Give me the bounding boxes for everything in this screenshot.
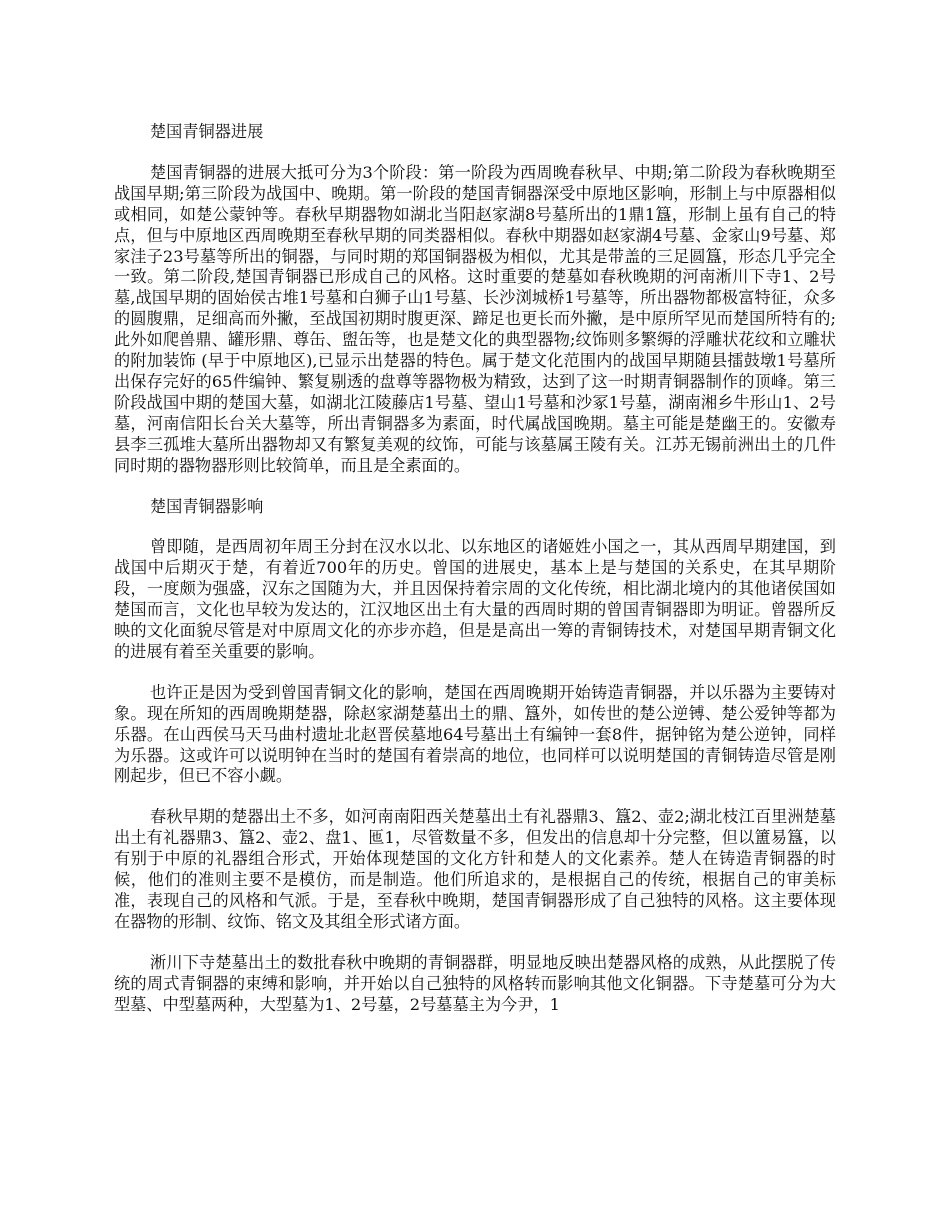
spacer	[114, 663, 836, 683]
paragraph-development: 楚国青铜器的进展大抵可分为3个阶段：第一阶段为西周晚春秋早、中期;第二阶段为春秋晚期至战国早期;第三阶段为战国中、晚期。第一阶段的楚国青铜器深受中原地区影响，形制上与中原器相似或相同，如楚公蒙钟等。春秋早期器物如湖北当阳赵家湖8号墓所出的1鼎1簋，形制上虽有自己的特点，但与中原地区西周晚期至春秋早期的同类器相似。春秋中期器如赵家湖4号墓、金家山9号墓、郑家洼子23号墓等所出的铜器，与同时期的郑国铜器极为相似，尤其是带盖的三足圆簋，形态几乎完全一致。第二阶段,楚国青铜器已形成自己的风格。这时重要的楚墓如春秋晚期的河南淅川下寺1、2号墓,战国早期的固始侯古堆1号墓和白狮子山1号墓、长沙浏城桥1号墓等，所出器物都极富特征，众多的圆腹鼎，足细高而外撇，至战国初期时腹更深、蹄足也更长而外撇，是中原所罕见而楚国所特有的;此外如爬兽鼎、罐形鼎、尊缶、盥缶等，也是楚文化的典型器物;纹饰则多繁缛的浮雕状花纹和立雕状的附加装饰 (早于中原地区),已显示出楚器的特色。属于楚文化范围内的战国早期随县擂鼓墩1号墓所出保存完好的65件编钟、繁复剔透的盘尊等器物极为精致，达到了这一时期青铜器制作的顶峰。第三阶段战国中期的楚国大墓，如湖北江陵藤店1号墓、望山1号墓和沙冢1号墓，湖南湘乡牛形山1、2号墓，河南信阳长台关大墓等，所出青铜器多为素面，时代属战国晚期。墓主可能是楚幽王的。安徽寿县李三孤堆大墓所出器物却又有繁复美观的纹饰，可能与该墓属王陵有关。江苏无锡前洲出土的几件同时期的器物器形则比较简单，而且是全素面的。	[114, 162, 836, 475]
paragraph-musical-instruments: 也许正是因为受到曾国青铜文化的影响，楚国在西周晚期开始铸造青铜器，并以乐器为主要铸对象。现在所知的西周晚期楚器，除赵家湖楚墓出土的鼎、簋外，如传世的楚公逆镈、楚公爱钟等都为乐器。在山西侯马天马曲村遗址北赵晋侯墓地64号墓出土有编钟一套8件，据钟铭为楚公逆钟，同样为乐器。这或许可以说明钟在当时的楚国有着崇高的地位，也同样可以说明楚国的青铜铸造尽管是刚刚起步，但已不容小觑。	[114, 682, 836, 786]
spacer	[114, 517, 836, 537]
section-title-influence: 楚国青铜器影响	[150, 496, 264, 516]
spacer	[114, 143, 836, 163]
paragraph-zeng-state: 曾即随，是西周初年周王分封在汉水以北、以东地区的诸姬姓小国之一，其从西周早期建国，到战国中后期灭于楚，有着近700年的历史。曾国的进展史，基本上是与楚国的关系史，在其早期阶段，一度颇为强盛，汉东之国随为大，并且因保持着宗周的文化传统，相比湖北境内的其他诸侯国如楚国而言，文化也早较为发达的，江汉地区出土有大量的西周时期的曾国青铜器即为明证。曾器所反映的文化面貌尽管是对中原周文化的亦步亦趋，但是是高出一筹的青铜铸技术，对楚国早期青铜文化的进展有着至关重要的影响。	[114, 537, 836, 661]
paragraph-early-spring-autumn: 春秋早期的楚器出土不多，如河南南阳西关楚墓出土有礼器鼎3、簋2、壶2;湖北枝江百里洲楚墓出土有礼器鼎3、簋2、壶2、盘1、匜1，尽管数量不多，但发出的信息却十分完整，但以簠易簋，以有别于中原的礼器组合形式，开始体现楚国的文化方针和楚人的文化素养。楚人在铸造青铜器的时候，他们的准则主要不是模仿，而是制造。他们所追求的，是根据自己的传统，根据自己的审美标准，表现自己的风格和气派。于是，至春秋中晚期，楚国青铜器形成了自己独特的风格。这主要体现在器物的形制、纹饰、铭文及其组全形式诸方面。	[114, 807, 836, 931]
spacer	[114, 933, 836, 953]
section-title-development: 楚国青铜器进展	[150, 122, 264, 141]
document-body	[114, 122, 836, 1016]
spacer	[114, 477, 836, 497]
paragraph-xichuan-xiasi: 淅川下寺楚墓出土的数批春秋中晚期的青铜器群，明显地反映出楚器风格的成熟，从此摆脱了传统的周式青铜器的束缚和影响，并开始以自己独特的风格转而影响其他文化铜器。下寺楚墓可分为大型墓、中型墓两种，大型墓为1、2号墓，2号墓墓主为今尹，1	[114, 952, 836, 1014]
spacer	[114, 787, 836, 807]
